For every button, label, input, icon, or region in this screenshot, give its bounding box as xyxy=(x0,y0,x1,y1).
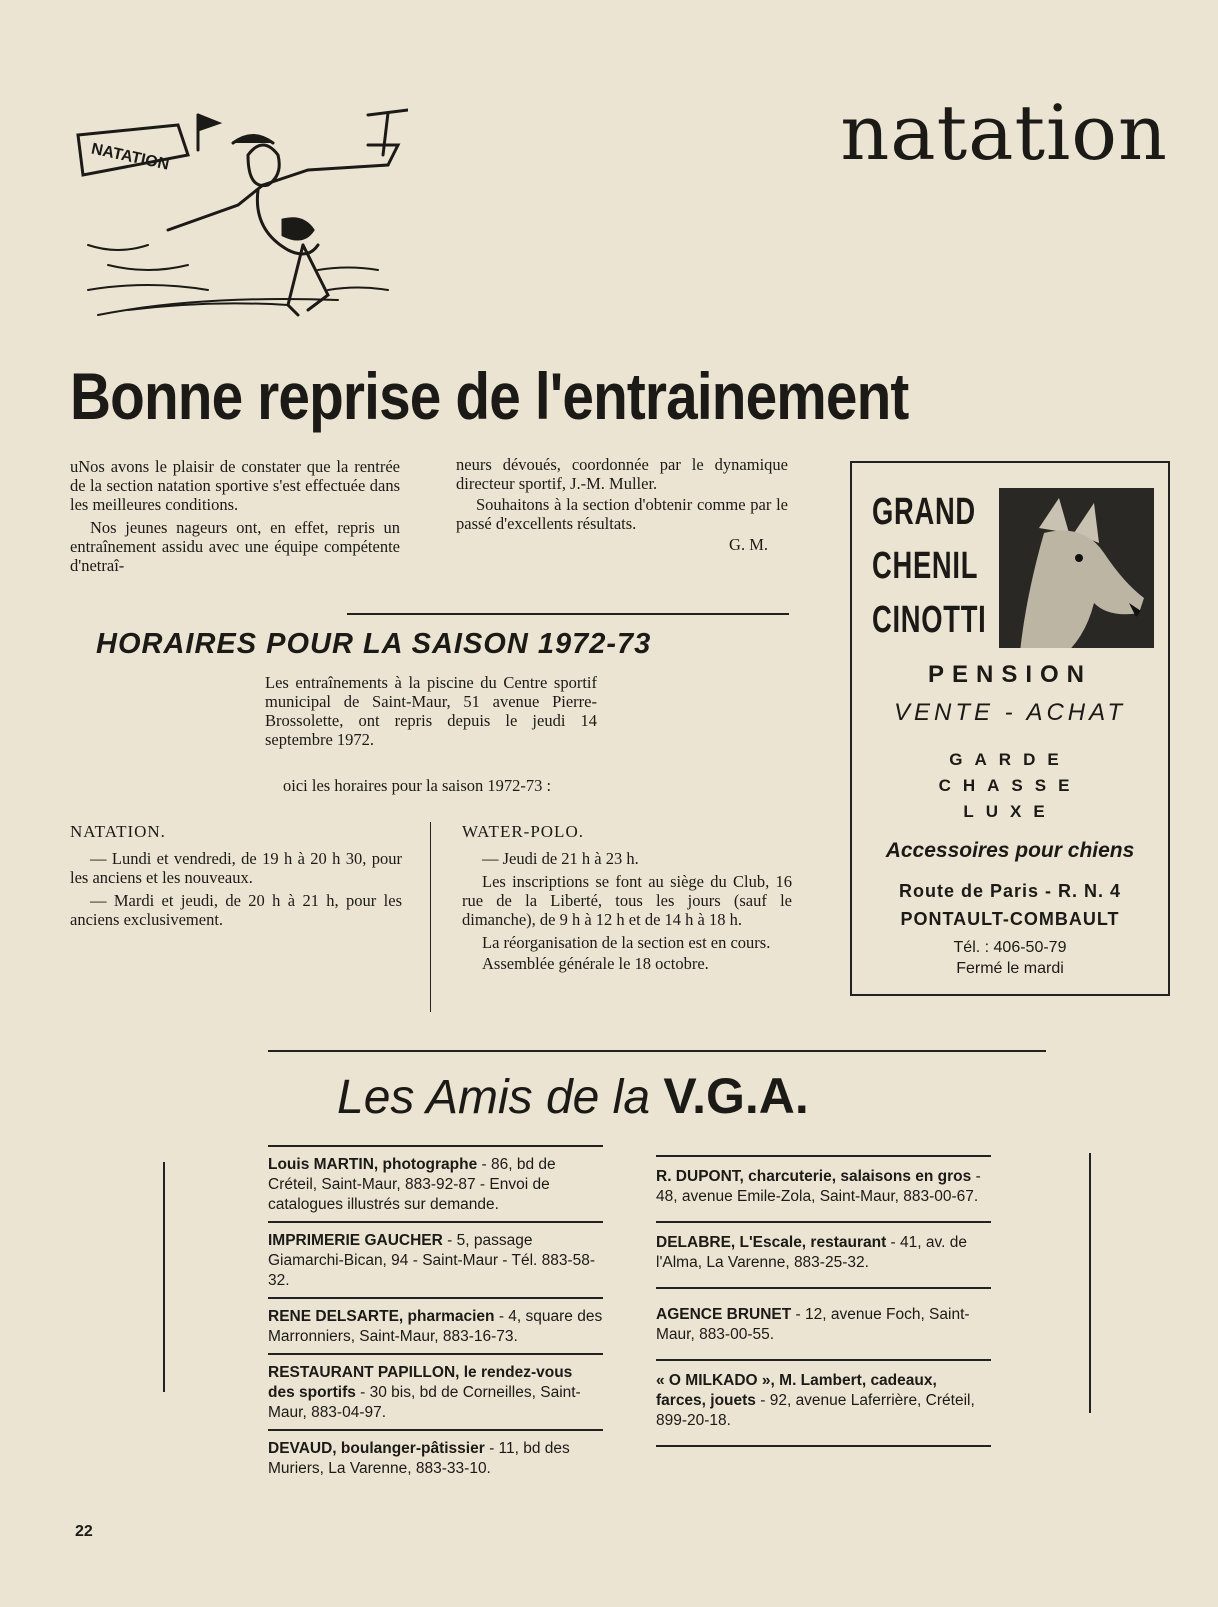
ad-city: PONTAULT-COMBAULT xyxy=(900,909,1120,929)
ad-name-line: CINOTTI xyxy=(872,599,987,641)
sponsors-right-column xyxy=(656,1155,991,1447)
ad-closing-day: Fermé le mardi xyxy=(956,960,1064,977)
article-paragraph: Souhaitons à la section d'obtenir comme par le passé d'excellents résultats. xyxy=(456,495,788,533)
divider xyxy=(347,613,789,615)
headline: Bonne reprise de l'entrainement xyxy=(70,359,909,433)
schedule-title: HORAIRES POUR LA SAISON 1972-73 xyxy=(96,628,652,660)
sponsor-entry: IMPRIMERIE GAUCHER - 5, passage Giamarchi-Bican, 94 - Saint-Maur - Tél. 883-58-32. xyxy=(268,1232,596,1289)
article-paragraph: neurs dévoués, coordonnée par le dynamique directeur sportif, J.-M. Muller. xyxy=(456,455,788,493)
natation-schedule xyxy=(70,822,402,929)
friends-title-prefix: Les Amis de la xyxy=(337,1071,651,1124)
entry-rule xyxy=(268,1353,603,1355)
sponsor-entry: RESTAURANT PAPILLON, le rendez-vous des sportifs - 30 bis, bd de Corneilles, Saint-Maur, 883-04-97. xyxy=(268,1364,581,1421)
sponsor-entry: DELABRE, L'Escale, restaurant - 41, av. de l'Alma, La Varenne, 883-25-32. xyxy=(656,1234,967,1271)
ad-name-line: CHENIL xyxy=(872,545,979,587)
entry-rule xyxy=(656,1445,991,1447)
friends-title-bold: V.G.A. xyxy=(663,1068,809,1124)
kennel-advertisement xyxy=(850,461,1170,996)
sponsor-entry: Louis MARTIN, photographe - 86, bd de Créteil, Saint-Maur, 883-92-87 - Envoi de catalogues illustrés sur demande. xyxy=(268,1156,556,1213)
ad-phone: Tél. : 406-50-79 xyxy=(953,939,1067,956)
ad-service: LUXE xyxy=(963,802,1057,821)
ad-pension: PENSION xyxy=(927,661,1093,688)
ad-accessories: Accessoires pour chiens xyxy=(885,839,1135,862)
water-polo-line: Assemblée générale le 18 octobre. xyxy=(482,954,709,973)
divider xyxy=(1089,1153,1091,1413)
illustration-banner-text: NATATION xyxy=(89,140,171,174)
entry-rule xyxy=(268,1429,603,1431)
entry-rule xyxy=(268,1221,603,1223)
ad-business-name xyxy=(872,485,986,647)
water-polo-line: Les inscriptions se font au siège du Club, 16 rue de la Liberté, tous les jours (sauf le dimanche), de 9 h à 12 h et de 14 h à 18 h. xyxy=(462,872,792,929)
ad-service: CHASSE xyxy=(938,776,1082,795)
schedule-intro: Les entraînements à la piscine du Centre sportif municipal de Saint-Maur, 51 avenue Pierre-Brossolette, ont repris depuis le jeudi 14 septembre 1972. xyxy=(265,673,597,749)
entry-rule xyxy=(268,1145,603,1147)
sponsor-entry: RENE DELSARTE, pharmacien - 4, square des Marronniers, Saint-Maur, 883-16-73. xyxy=(268,1308,603,1345)
divider xyxy=(163,1162,165,1392)
article-column-1 xyxy=(70,457,400,575)
entry-rule xyxy=(656,1155,991,1157)
ad-services xyxy=(852,747,1168,825)
sponsor-entry: « O MILKADO », M. Lambert, cadeaux, farces, jouets - 92, avenue Laferrière, Créteil, 899-20-18. xyxy=(656,1372,975,1429)
article-paragraph: Nos jeunes nageurs ont, en effet, repris un entraînement assidu avec une équipe compétente d'netraî- xyxy=(70,518,400,575)
dog-photo xyxy=(999,488,1154,648)
entry-rule xyxy=(656,1221,991,1223)
water-polo-line: La réorganisation de la section est en cours. xyxy=(482,933,771,952)
friends-title xyxy=(337,1067,809,1125)
article-signature: G. M. xyxy=(729,535,768,554)
schedule-intro-2: oici les horaires pour la saison 1972-73 : xyxy=(283,776,552,795)
article-column-2 xyxy=(456,455,788,554)
natation-title: NATATION. xyxy=(70,822,166,841)
swimmer-illustration xyxy=(68,95,408,335)
page-number: 22 xyxy=(75,1523,93,1540)
entry-rule xyxy=(268,1297,603,1299)
natation-line: — Lundi et vendredi, de 19 h à 20 h 30, pour les anciens et les nouveaux. xyxy=(70,849,402,887)
water-polo-schedule xyxy=(462,822,792,973)
sponsors-left-column xyxy=(268,1145,603,1479)
column-divider xyxy=(430,822,431,1012)
sponsor-entry: R. DUPONT, charcuterie, salaisons en gros - 48, avenue Emile-Zola, Saint-Maur, 883-00-67. xyxy=(656,1168,981,1205)
water-polo-line: — Jeudi de 21 h à 23 h. xyxy=(482,849,639,868)
ad-vente-achat: VENTE - ACHAT xyxy=(893,699,1126,726)
section-title: natation xyxy=(840,88,1168,177)
sponsor-entry: DEVAUD, boulanger-pâtissier - 11, bd des Muriers, La Varenne, 883-33-10. xyxy=(268,1440,570,1477)
article-paragraph: uNos avons le plaisir de constater que la rentrée de la section natation sportive s'est effectuée dans les meilleures conditions. xyxy=(70,457,400,514)
natation-line: — Mardi et jeudi, de 20 h à 21 h, pour les anciens exclusivement. xyxy=(70,891,402,929)
ad-service: GARDE xyxy=(949,750,1071,769)
divider xyxy=(268,1050,1046,1052)
sponsor-entry: AGENCE BRUNET - 12, avenue Foch, Saint-Maur, 883-00-55. xyxy=(656,1306,970,1343)
water-polo-title: WATER-POLO. xyxy=(462,822,584,841)
entry-rule xyxy=(656,1359,991,1361)
ad-name-line: GRAND xyxy=(872,491,976,533)
ad-address: Route de Paris - R. N. 4 xyxy=(898,881,1122,901)
entry-rule xyxy=(656,1287,991,1289)
